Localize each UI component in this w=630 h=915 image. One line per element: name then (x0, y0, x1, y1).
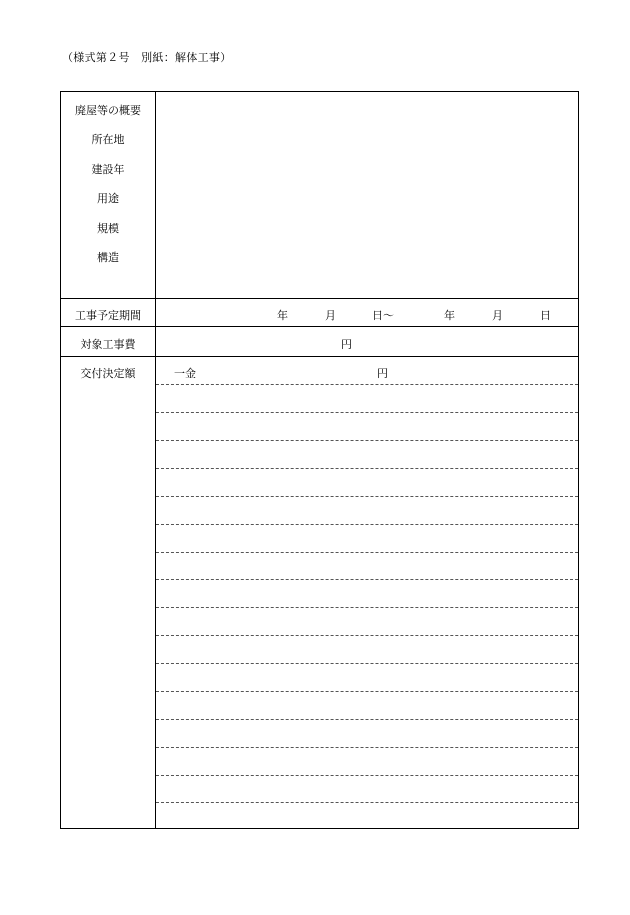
writing-line (156, 579, 578, 580)
writing-line (156, 747, 578, 748)
writing-line (156, 552, 578, 553)
form-table (60, 91, 579, 829)
form-header: （様式第２号 別紙：解体工事） (62, 51, 232, 64)
overview-location-label: 所在地 (91, 133, 125, 146)
grant-label: 交付決定額 (80, 367, 136, 380)
writing-line (156, 524, 578, 525)
cost-unit: 円 (341, 338, 352, 351)
period-end-year: 年 (444, 309, 455, 322)
writing-line (156, 384, 578, 385)
writing-line (156, 412, 578, 413)
period-label: 工事予定期間 (75, 309, 141, 322)
writing-line (156, 775, 578, 776)
overview-usage-label: 用途 (97, 192, 119, 205)
cost-bottom-border (61, 356, 578, 357)
period-end-month: 月 (492, 309, 503, 322)
period-start-year: 年 (277, 309, 288, 322)
period-start-day: 日～ (372, 309, 394, 322)
period-end-day: 日 (540, 309, 551, 322)
writing-line (156, 719, 578, 720)
grant-prefix: 一金 (174, 367, 196, 380)
overview-structure-label: 構造 (97, 251, 119, 264)
overview-title: 廃屋等の概要 (75, 104, 141, 117)
overview-bottom-border (61, 298, 578, 299)
writing-line (156, 802, 578, 803)
period-start-month: 月 (325, 309, 336, 322)
writing-line (156, 663, 578, 664)
writing-line (156, 607, 578, 608)
label-column-divider (155, 92, 156, 828)
cost-label: 対象工事費 (80, 338, 136, 351)
writing-line (156, 440, 578, 441)
writing-line (156, 468, 578, 469)
period-bottom-border (61, 326, 578, 327)
writing-line (156, 496, 578, 497)
overview-built-year-label: 建設年 (91, 163, 125, 176)
writing-line (156, 635, 578, 636)
writing-line (156, 691, 578, 692)
grant-unit: 円 (377, 367, 388, 380)
overview-scale-label: 規模 (97, 222, 119, 235)
